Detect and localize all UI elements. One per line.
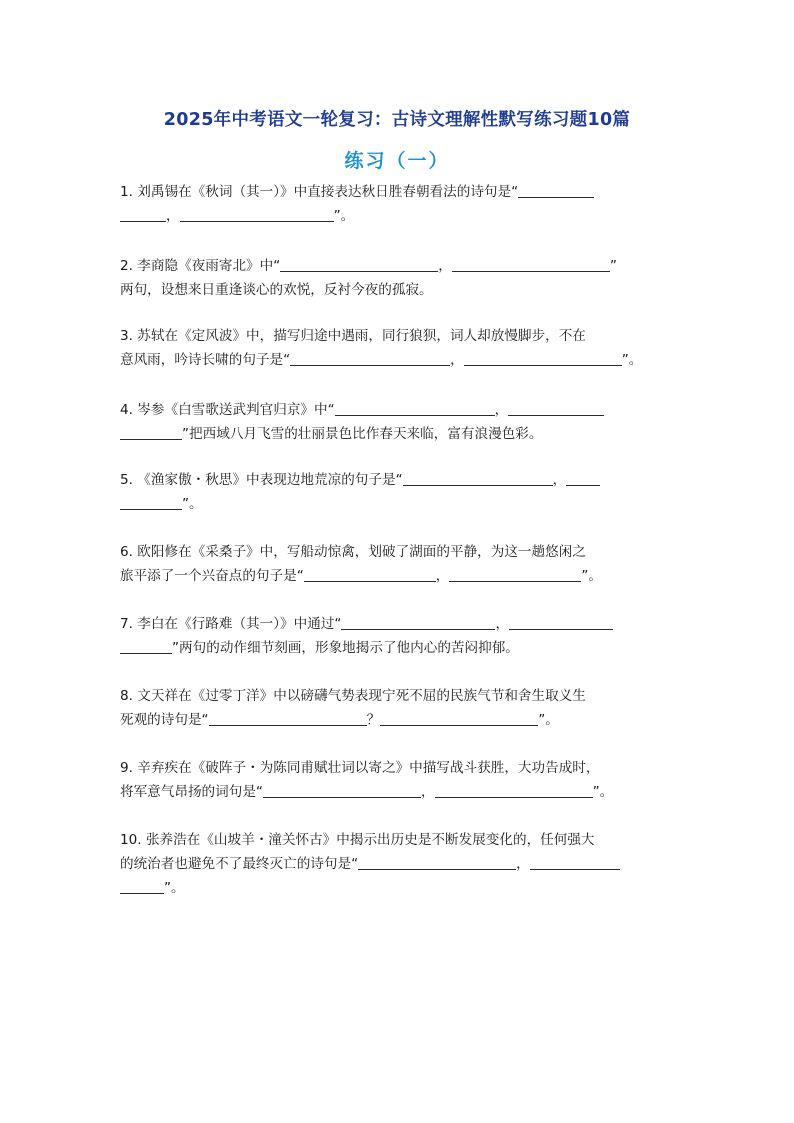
question-line: [120, 468, 680, 492]
question-text: ”。: [592, 784, 614, 800]
question-line: [120, 564, 680, 588]
question-text: ，: [438, 258, 452, 274]
question-text: 10. 张养浩在《山坡羊・潼关怀古》中揭示出历史是不断发展变化的，任何强大: [120, 832, 595, 848]
question-text: ”两句的动作细节刻画，形象地揭示了他内心的苦闷抑郁。: [172, 640, 519, 656]
question-5: [120, 468, 680, 516]
answer-blank[interactable]: [120, 878, 164, 894]
question-2: [120, 254, 680, 302]
question-text: ”。: [538, 712, 559, 728]
question-9: [120, 756, 680, 804]
question-6: [120, 540, 680, 588]
answer-blank[interactable]: [452, 256, 610, 272]
question-line: [120, 492, 680, 516]
answer-blank[interactable]: [263, 782, 421, 798]
question-text: 8. 文天祥在《过零丁洋》中以磅礴气势表现宁死不屈的民族气节和舍生取义生: [120, 688, 586, 704]
question-text: 1. 刘禹锡在《秋词（其一）》中直接表达秋日胜春朝看法的诗句是“: [120, 184, 519, 200]
question-4: [120, 398, 680, 446]
answer-blank[interactable]: [464, 350, 622, 366]
question-line: [120, 780, 680, 804]
answer-blank[interactable]: [530, 854, 620, 870]
question-3: [120, 324, 680, 372]
answer-blank[interactable]: [403, 470, 553, 486]
question-text: 3. 苏轼在《定风波》中，描写归途中遇雨，同行狼狈，词人却放慢脚步，不在: [120, 328, 586, 344]
question-line: [120, 254, 680, 278]
question-line: [120, 612, 680, 636]
question-line: [120, 180, 680, 204]
answer-blank[interactable]: [508, 400, 604, 416]
question-line: [120, 876, 680, 900]
question-line: [120, 204, 680, 228]
question-line: [120, 708, 680, 732]
answer-blank[interactable]: [335, 400, 495, 416]
answer-blank[interactable]: [358, 854, 516, 870]
question-text: 将军意气昂扬的词句是“: [120, 784, 263, 800]
question-text: 意风雨，吟诗长啸的句子是“: [120, 352, 291, 368]
answer-blank[interactable]: [120, 206, 166, 222]
question-line: [120, 324, 680, 348]
question-text: ，: [166, 208, 180, 224]
answer-blank[interactable]: [280, 256, 438, 272]
question-text: ”。: [182, 496, 203, 512]
question-text: 死观的诗句是“: [120, 712, 209, 728]
answer-blank[interactable]: [290, 350, 450, 366]
question-text: 的统治者也避免不了最终灭亡的诗句是“: [120, 856, 359, 872]
question-text: 两句，设想来日重逢谈心的欢悦，反衬今夜的孤寂。: [120, 282, 433, 298]
question-1: [120, 180, 680, 228]
answer-blank[interactable]: [518, 182, 594, 198]
question-line: [120, 398, 680, 422]
question-line: [120, 348, 680, 372]
answer-blank[interactable]: [120, 638, 172, 654]
question-text: ”。: [164, 880, 185, 896]
question-text: ，: [495, 616, 510, 632]
question-text: ”。: [621, 352, 643, 368]
answer-blank[interactable]: [509, 614, 613, 630]
question-text: 2. 李商隐《夜雨寄北》中“: [120, 258, 281, 274]
question-text: ”把西域八月飞雪的壮丽景色比作春天来临，富有浪漫色彩。: [182, 426, 543, 442]
answer-blank[interactable]: [380, 710, 538, 726]
question-text: ，: [516, 856, 530, 872]
question-10: [120, 828, 680, 900]
question-line: [120, 852, 680, 876]
question-text: 4. 岑参《白雪歌送武判官归京》中“: [120, 402, 335, 418]
question-text: 7. 李白在《行路难（其一）》中通过“: [120, 616, 342, 632]
question-text: 旅平添了一个兴奋点的句子是“: [120, 568, 304, 584]
question-text: ？: [366, 712, 381, 728]
answer-blank[interactable]: [341, 614, 495, 630]
question-text: ”。: [333, 208, 355, 224]
question-line: [120, 422, 680, 446]
question-text: 6. 欧阳修在《采桑子》中，写船动惊禽，划破了湖面的平静，为这一趟悠闲之: [120, 544, 586, 560]
question-text: ，: [435, 568, 450, 584]
question-line: [120, 756, 680, 780]
question-text: 5. 《渔家傲・秋思》中表现边地荒凉的句子是“: [120, 472, 403, 488]
question-text: ，: [494, 402, 509, 418]
question-line: [120, 540, 680, 564]
question-line: [120, 636, 680, 660]
answer-blank[interactable]: [120, 494, 182, 510]
question-8: [120, 684, 680, 732]
answer-blank[interactable]: [304, 566, 436, 582]
section-title: 练习（一）: [344, 150, 450, 172]
question-line: [120, 278, 680, 302]
question-text: ”。: [581, 568, 602, 584]
answer-blank[interactable]: [566, 470, 600, 486]
document-title: 2025年中考语文一轮复习：古诗文理解性默写练习题10篇: [163, 110, 631, 130]
question-text: ，: [420, 784, 435, 800]
answer-blank[interactable]: [120, 424, 182, 440]
answer-blank[interactable]: [209, 710, 367, 726]
question-line: [120, 828, 680, 852]
answer-blank[interactable]: [435, 782, 593, 798]
question-text: ，: [450, 352, 464, 368]
question-text: ”: [609, 258, 617, 274]
question-text: 9. 辛弃疾在《破阵子・为陈同甫赋壮词以寄之》中描写战斗获胜，大功告成时，: [120, 760, 600, 776]
question-7: [120, 612, 680, 660]
answer-blank[interactable]: [449, 566, 581, 582]
answer-blank[interactable]: [180, 206, 334, 222]
question-text: ，: [552, 472, 567, 488]
question-line: [120, 684, 680, 708]
